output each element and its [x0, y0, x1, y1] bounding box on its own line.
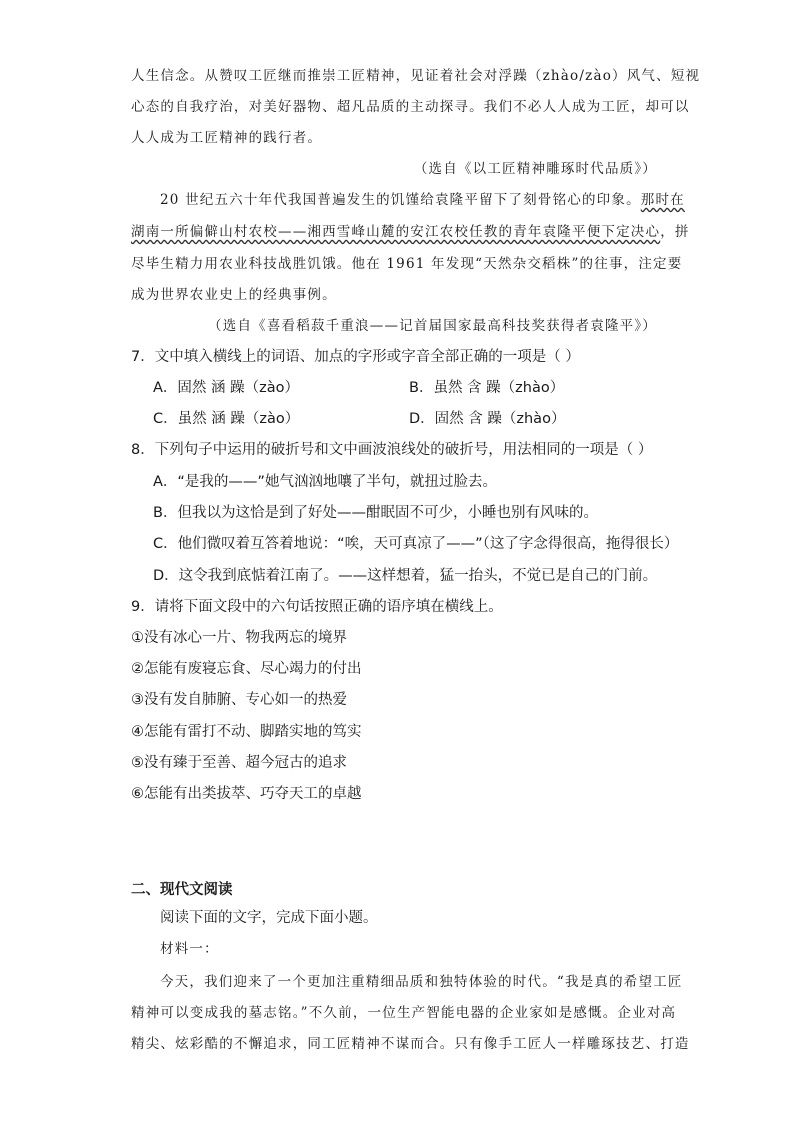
passage2-line-2	[131, 222, 690, 242]
q7-options-row-1	[153, 378, 564, 398]
q8-stem: 8．下列句子中运用的破折号和文中画波浪线处的破折号，用法相同的一项是（ ）	[131, 442, 653, 458]
passage1-line-2: 心态的自我疗治，对美好器物、超凡品质的主动探寻。我们不必人人成为工匠，却可以	[131, 99, 690, 115]
q7-option-c: C．虽然 涵 躁（zào）	[153, 411, 300, 427]
passage2-line-4: 成为世界农业史上的经典事例。	[131, 287, 337, 303]
q9-stem: 9．请将下面文段中的六句话按照正确的语序填在横线上。	[131, 599, 503, 615]
material-line-1: 今天，我们迎来了一个更加注重精细品质和独特体验的时代。“我是真的希望工匠	[160, 974, 683, 990]
q9-item-5: ⑤没有臻于至善、超今冠古的追求	[131, 755, 347, 771]
section2-heading: 二、现代文阅读	[131, 882, 233, 898]
q7-option-b: B．虽然 含 躁（zhào）	[409, 380, 565, 396]
q7-option-a: A．固然 涵 躁（zào）	[153, 380, 300, 396]
q9-item-6: ⑥怎能有出类拔萃、巧夺天工的卓越	[131, 786, 362, 802]
wavy-underline-text: 湖南一所偏僻山村农校——湘西雪峰山麓的安江农校任教的青年袁隆平便下定决心	[131, 224, 661, 240]
passage2-line-3: 尽毕生精力用农业科技战胜饥饿。他在 1961 年发现“天然杂交稻株”的往事，注定要	[131, 256, 683, 272]
passage2-source: （选自《喜看稻菽千重浪——记首届国家最高科技奖获得者袁隆平》）	[208, 318, 657, 334]
q7-options-row-2	[153, 409, 565, 429]
wavy-underline-text: 那时在	[640, 192, 685, 208]
q8-option-a: A．“是我的——”她气汹汹地嚷了半句，就扭过脸去。	[153, 474, 497, 490]
q8-option-d: D．这令我到底惦着江南了。——这样想着，猛一抬头，不觉已是自己的门前。	[153, 568, 658, 584]
q8-option-c: C．他们微叹着互答着地说：“唉，天可真凉了——”（这了字念得很高，拖得很长）	[153, 536, 679, 552]
q9-item-2: ②怎能有废寝忘食、尽心竭力的付出	[131, 661, 362, 677]
section2-instruction: 阅读下面的文字，完成下面小题。	[160, 910, 378, 926]
q8-option-b: B．但我以为这恰是到了好处——酣眠固不可少，小睡也别有风味的。	[153, 505, 598, 521]
q9-item-1: ①没有冰心一片、物我两忘的境界	[131, 630, 347, 646]
q7-stem: 7．文中填入横线上的词语、加点的字形或字音全部正确的一项是（ ）	[131, 349, 580, 365]
passage2-line-1	[160, 190, 685, 210]
passage1-source: （选自《以工匠精神雕琢时代品质》）	[413, 161, 657, 177]
material-line-2: 精神可以变成我的墓志铭。”不久前，一位生产智能电器的企业家如是感慨。企业对高	[131, 1005, 677, 1021]
q7-option-d: D．固然 含 躁（zhào）	[409, 411, 566, 427]
q9-item-3: ③没有发自肺腑、专心如一的热爱	[131, 692, 347, 708]
material-line-3: 精尖、炫彩酷的不懈追求，同工匠精神不谋而合。只有像手工匠人一样雕琢技艺、打造	[131, 1036, 690, 1052]
passage2-text: ，拼	[660, 224, 690, 240]
passage1-line-1: 人生信念。从赞叹工匠继而推崇工匠精神，见证着社会对浮躁（zhào/zào）风气、短视	[131, 68, 701, 84]
material-label: 材料一：	[160, 941, 219, 957]
q9-item-4: ④怎能有雷打不动、脚踏实地的笃实	[131, 724, 362, 740]
passage1-line-3: 人人成为工匠精神的践行者。	[131, 130, 323, 146]
passage2-text: 20 世纪五六十年代我国普遍发生的饥馑给袁隆平留下了刻骨铭心的印象。	[160, 192, 641, 208]
